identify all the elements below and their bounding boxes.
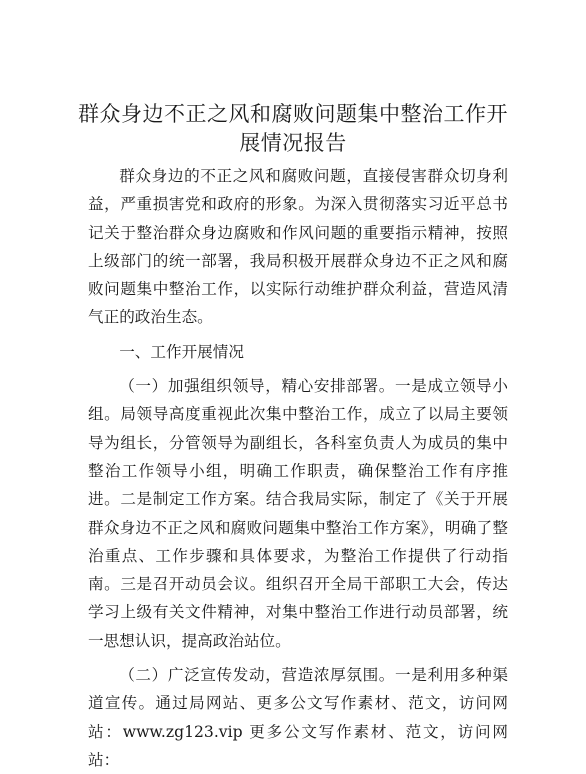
paragraph-organization-leadership: （一）加强组织领导，精心安排部署。一是成立领导小组。局领导高度重视此次集中整治工作，成立了以局主要领导为组长，分管领导为副组长，各科室负责人为成员的集中整治工作领导小组，明确工作职责，确保整治工作有序推进。二是制定工作方案。结合我局实际，制定了《关于开展群众身边不正之风和腐败问题集中整治工作方案》，明确了整治重点、工作步骤和具体要求，为整治工作提供了行动指南。三是召开动员会议。组织召开全局干部职工大会，传达学习上级有关文件精神，对集中整治工作进行动员部署，统一思想认识，提高政治站位。 [88,377,508,650]
intro-paragraph: 群众身边的不正之风和腐败问题，直接侵害群众切身利益，严重损害党和政府的形象。为深入贯彻落实习近平总书记关于整治群众身边腐败和作风问题的重要指示精神，按照上级部门的统一部署，我局积极开展群众身边不正之风和腐败问题集中整治工作，以实际行动维护群众利益，营造风清气正的政治生态。 [88,167,508,327]
title-line-2: 展情况报告 [239,131,347,155]
document-title [60,100,526,158]
title-line-1: 群众身边不正之风和腐败问题集中整治工作开 [78,102,508,126]
section-heading-work-status: 一、工作开展情况 [119,342,244,361]
document-body [88,162,508,774]
paragraph-publicity-mobilization: （二）广泛宣传发动，营造浓厚氛围。一是利用多种渠道宣传。通过局网站、更多公文写作素材、范文，访问网站：www.zg123.vip 更多公文写作素材、范文，访问网站： [88,666,508,769]
